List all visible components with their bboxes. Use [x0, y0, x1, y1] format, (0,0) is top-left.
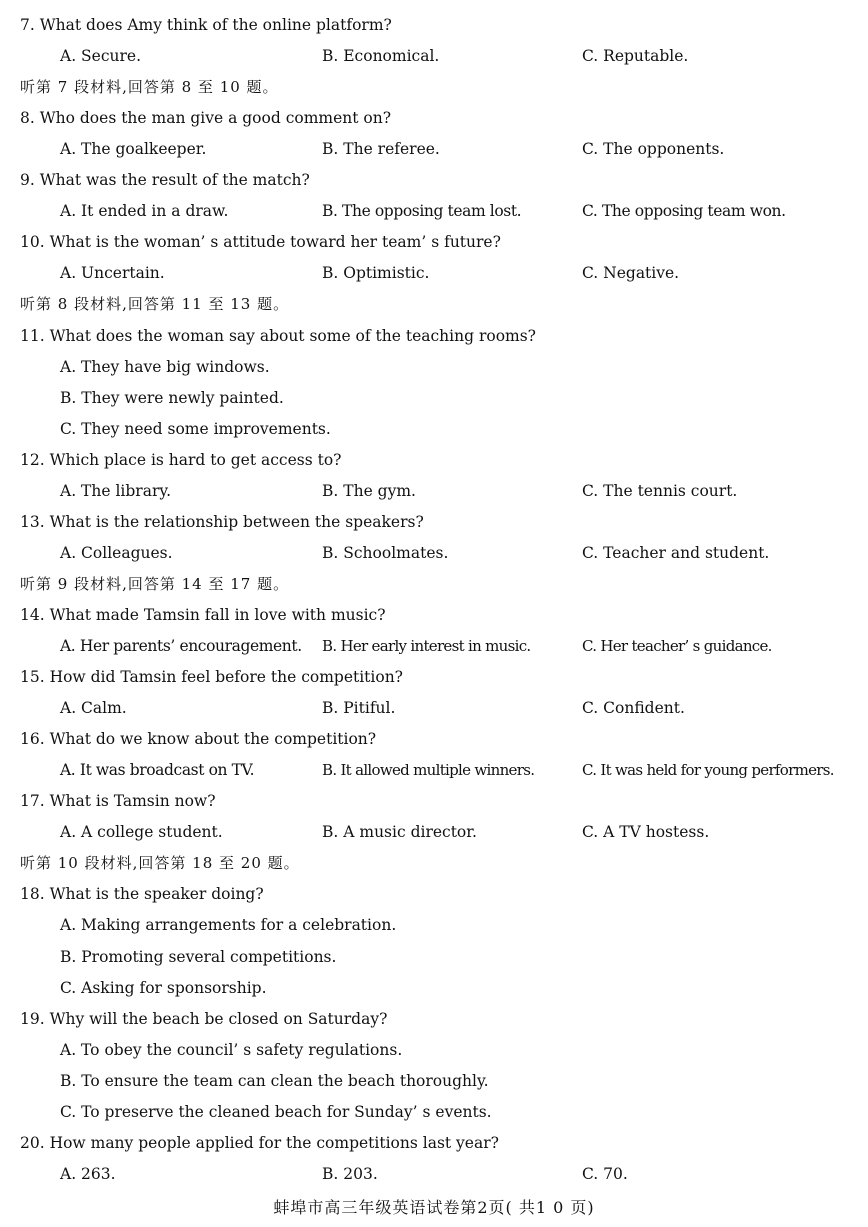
answer-option: A. They have big windows. — [60, 357, 270, 376]
question-stem: 15. How did Tamsin feel before the competition? — [20, 668, 403, 687]
answer-option: B. To ensure the team can clean the beach thoroughly. — [60, 1071, 489, 1090]
option-row — [0, 755, 868, 785]
option-row — [0, 942, 868, 972]
option-row — [0, 1035, 868, 1065]
answer-option: B. Optimistic. — [322, 264, 430, 283]
answer-option: C. Her teacher’ s guidance. — [582, 637, 772, 655]
answer-option: C. Asking for sponsorship. — [60, 978, 267, 997]
answer-option: B. The referee. — [322, 140, 440, 159]
option-row — [0, 1159, 868, 1189]
question-stem: 9. What was the result of the match? — [20, 171, 310, 190]
answer-option: A. It was broadcast on TV. — [60, 761, 255, 780]
answer-option: C. They need some improvements. — [60, 419, 331, 438]
answer-option: C. Confident. — [582, 699, 685, 718]
answer-option: C. It was held for young performers. — [582, 761, 834, 780]
answer-option: A. Making arrangements for a celebration. — [60, 916, 397, 935]
section-instruction: 听第 9 段材料,回答第 14 至 17 题。 — [20, 574, 290, 593]
answer-option: B. Pitiful. — [322, 699, 396, 718]
question-stem: 19. Why will the beach be closed on Saturday? — [20, 1009, 388, 1028]
question-stem: 18. What is the speaker doing? — [20, 885, 264, 904]
answer-option: B. Promoting several competitions. — [60, 947, 337, 966]
option-row — [0, 476, 868, 506]
option-row — [0, 538, 868, 568]
question-stem: 17. What is Tamsin now? — [20, 792, 216, 811]
answer-option: B. They were newly painted. — [60, 388, 284, 407]
option-row — [0, 1097, 868, 1127]
question-stem: 16. What do we know about the competition? — [20, 730, 377, 749]
page-footer: 蚌埠市高三年级英语试卷第2页( 共1 0 页) — [273, 1198, 595, 1217]
section-instruction: 听第 8 段材料,回答第 11 至 13 题。 — [20, 295, 290, 314]
answer-option: A. The goalkeeper. — [60, 140, 207, 159]
answer-option: C. To preserve the cleaned beach for Sunday’ s events. — [60, 1102, 492, 1121]
answer-option: C. A TV hostess. — [582, 823, 710, 842]
option-row — [0, 134, 868, 164]
answer-option: B. It allowed multiple winners. — [322, 761, 535, 780]
option-row — [0, 693, 868, 723]
answer-option: A. The library. — [60, 481, 171, 500]
answer-option: B. Economical. — [322, 47, 440, 66]
question-stem: 11. What does the woman say about some of the teaching rooms? — [20, 326, 536, 345]
answer-option: A. Colleagues. — [60, 543, 173, 562]
option-row — [0, 910, 868, 940]
question-stem: 12. Which place is hard to get access to? — [20, 450, 342, 469]
option-row — [0, 631, 868, 661]
answer-option: C. 70. — [582, 1164, 628, 1183]
answer-option: C. The opponents. — [582, 140, 725, 159]
question-stem: 7. What does Amy think of the online platform? — [20, 16, 392, 34]
option-row — [0, 817, 868, 847]
question-stem: 14. What made Tamsin fall in love with music? — [20, 605, 386, 624]
answer-option: A. Her parents’ encouragement. — [60, 637, 302, 655]
question-stem: 10. What is the woman’ s attitude toward her team’ s future? — [20, 233, 501, 252]
option-row — [0, 383, 868, 413]
section-instruction: 听第 10 段材料,回答第 18 至 20 题。 — [20, 854, 300, 873]
answer-option: A. 263. — [60, 1164, 116, 1183]
answer-option: B. Schoolmates. — [322, 543, 449, 562]
question-stem: 8. Who does the man give a good comment on? — [20, 109, 392, 128]
answer-option: C. The opposing team won. — [582, 202, 786, 221]
section-instruction: 听第 7 段材料,回答第 8 至 10 题。 — [20, 78, 279, 97]
option-row — [0, 352, 868, 382]
answer-option: C. The tennis court. — [582, 481, 738, 500]
answer-option: A. Calm. — [60, 699, 127, 718]
answer-option: C. Reputable. — [582, 47, 689, 66]
answer-option: B. 203. — [322, 1164, 378, 1183]
option-row — [0, 1066, 868, 1096]
answer-option: A. It ended in a draw. — [60, 202, 229, 221]
question-stem: 13. What is the relationship between the speakers? — [20, 512, 424, 531]
answer-option: A. To obey the council’ s safety regulations. — [60, 1040, 403, 1059]
option-row — [0, 196, 868, 226]
answer-option: A. Uncertain. — [60, 264, 165, 283]
answer-option: B. A music director. — [322, 823, 477, 842]
answer-option: B. The gym. — [322, 481, 416, 500]
option-row — [0, 414, 868, 444]
answer-option: C. Negative. — [582, 264, 680, 283]
answer-option: A. A college student. — [60, 823, 223, 842]
answer-option: B. The opposing team lost. — [322, 202, 522, 221]
option-row — [0, 973, 868, 1003]
answer-option: C. Teacher and student. — [582, 543, 770, 562]
option-row — [0, 41, 868, 71]
answer-option: B. Her early interest in music. — [322, 637, 531, 655]
option-row — [0, 258, 868, 288]
answer-option: A. Secure. — [60, 47, 142, 66]
question-stem: 20. How many people applied for the competitions last year? — [20, 1133, 499, 1152]
